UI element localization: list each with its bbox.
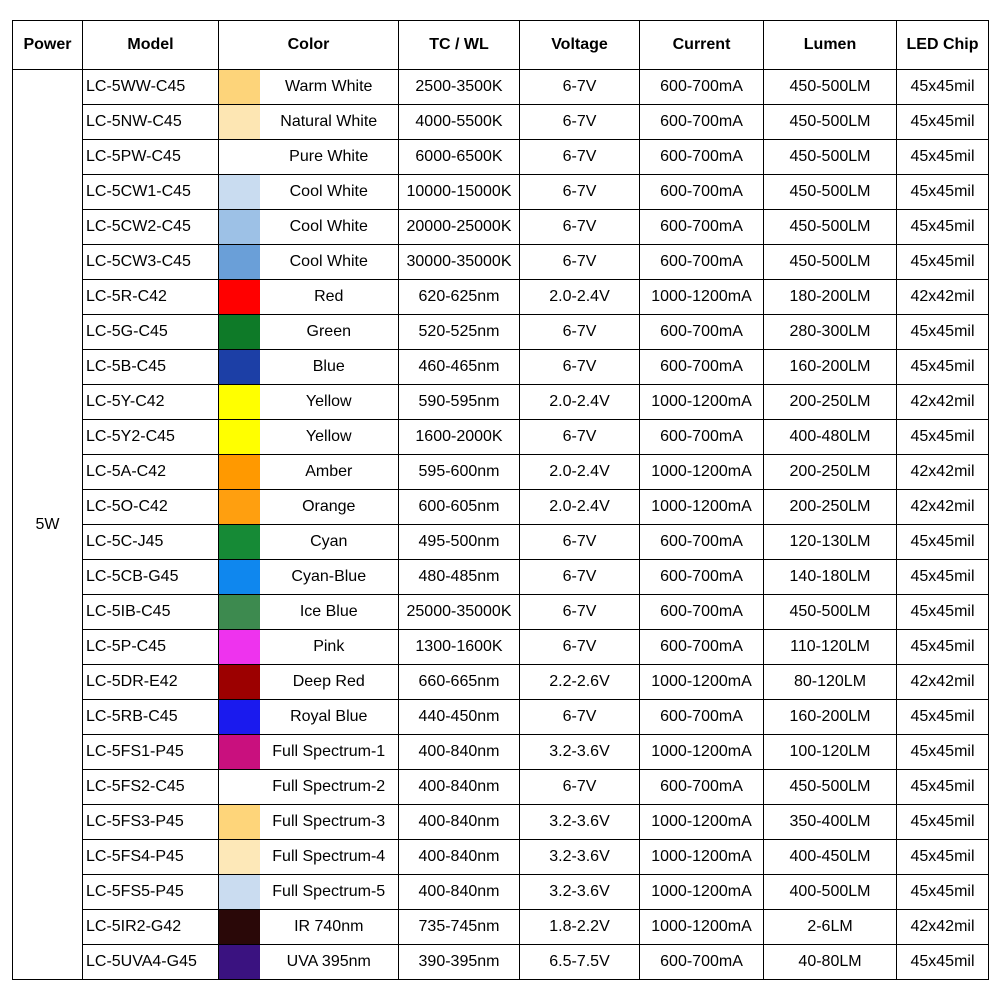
- table-row: [13, 420, 989, 455]
- voltage-cell: 6-7V: [520, 420, 640, 455]
- tc-wl-cell: 480-485nm: [399, 560, 520, 595]
- current-cell: 600-700mA: [640, 595, 764, 630]
- led-chip-cell: 45x45mil: [897, 175, 989, 210]
- tc-wl-cell: 440-450nm: [399, 700, 520, 735]
- model-cell: LC-5R-C42: [83, 280, 219, 315]
- current-cell: 1000-1200mA: [640, 875, 764, 910]
- lumen-cell: 400-450LM: [764, 840, 897, 875]
- voltage-cell: 6-7V: [520, 210, 640, 245]
- color-name-cell: Full Spectrum-3: [260, 805, 399, 840]
- led-chip-cell: 45x45mil: [897, 560, 989, 595]
- table-row: [13, 875, 989, 910]
- tc-wl-cell: 1600-2000K: [399, 420, 520, 455]
- voltage-cell: 3.2-3.6V: [520, 875, 640, 910]
- voltage-cell: 6.5-7.5V: [520, 945, 640, 980]
- voltage-cell: 2.0-2.4V: [520, 385, 640, 420]
- color-swatch: [219, 945, 260, 980]
- lumen-cell: 120-130LM: [764, 525, 897, 560]
- color-name-cell: Green: [260, 315, 399, 350]
- color-name-cell: Red: [260, 280, 399, 315]
- voltage-cell: 2.0-2.4V: [520, 455, 640, 490]
- tc-wl-cell: 1300-1600K: [399, 630, 520, 665]
- voltage-cell: 6-7V: [520, 630, 640, 665]
- color-swatch: [219, 805, 260, 840]
- color-name-cell: Yellow: [260, 385, 399, 420]
- model-cell: LC-5CB-G45: [83, 560, 219, 595]
- tc-wl-cell: 595-600nm: [399, 455, 520, 490]
- tc-wl-cell: 520-525nm: [399, 315, 520, 350]
- current-cell: 600-700mA: [640, 420, 764, 455]
- led-chip-cell: 45x45mil: [897, 525, 989, 560]
- led-chip-cell: 45x45mil: [897, 420, 989, 455]
- color-swatch-fill: [219, 350, 260, 384]
- voltage-cell: 2.2-2.6V: [520, 665, 640, 700]
- model-cell: LC-5A-C42: [83, 455, 219, 490]
- color-name-cell: Deep Red: [260, 665, 399, 700]
- tc-wl-cell: 6000-6500K: [399, 140, 520, 175]
- model-cell: LC-5FS1-P45: [83, 735, 219, 770]
- model-cell: LC-5B-C45: [83, 350, 219, 385]
- lumen-cell: 350-400LM: [764, 805, 897, 840]
- lumen-cell: 200-250LM: [764, 455, 897, 490]
- tc-wl-cell: 10000-15000K: [399, 175, 520, 210]
- table-row: [13, 210, 989, 245]
- table-row: [13, 280, 989, 315]
- model-cell: LC-5C-J45: [83, 525, 219, 560]
- tc-wl-cell: 400-840nm: [399, 840, 520, 875]
- voltage-cell: 6-7V: [520, 350, 640, 385]
- color-swatch-fill: [219, 735, 260, 769]
- color-swatch: [219, 315, 260, 350]
- led-chip-cell: 45x45mil: [897, 140, 989, 175]
- lumen-cell: 450-500LM: [764, 70, 897, 105]
- color-swatch: [219, 560, 260, 595]
- color-swatch: [219, 245, 260, 280]
- color-swatch-fill: [219, 280, 260, 314]
- table-row: [13, 595, 989, 630]
- header-tc-wl: TC / WL: [399, 21, 520, 70]
- lumen-cell: 110-120LM: [764, 630, 897, 665]
- color-name-cell: Natural White: [260, 105, 399, 140]
- color-name-cell: Cyan: [260, 525, 399, 560]
- voltage-cell: 6-7V: [520, 315, 640, 350]
- color-swatch-fill: [219, 525, 260, 559]
- current-cell: 600-700mA: [640, 245, 764, 280]
- header-row: [13, 21, 989, 70]
- current-cell: 600-700mA: [640, 315, 764, 350]
- color-name-cell: Full Spectrum-4: [260, 840, 399, 875]
- voltage-cell: 6-7V: [520, 245, 640, 280]
- current-cell: 1000-1200mA: [640, 280, 764, 315]
- current-cell: 600-700mA: [640, 210, 764, 245]
- current-cell: 600-700mA: [640, 105, 764, 140]
- color-swatch-fill: [219, 420, 260, 454]
- lumen-cell: 450-500LM: [764, 595, 897, 630]
- color-swatch-fill: [219, 770, 260, 804]
- color-swatch-fill: [219, 455, 260, 489]
- table-row: [13, 70, 989, 105]
- header-voltage: Voltage: [520, 21, 640, 70]
- color-swatch: [219, 280, 260, 315]
- color-swatch: [219, 665, 260, 700]
- model-cell: LC-5P-C45: [83, 630, 219, 665]
- lumen-cell: 450-500LM: [764, 175, 897, 210]
- lumen-cell: 280-300LM: [764, 315, 897, 350]
- current-cell: 600-700mA: [640, 140, 764, 175]
- color-name-cell: Full Spectrum-2: [260, 770, 399, 805]
- tc-wl-cell: 400-840nm: [399, 805, 520, 840]
- tc-wl-cell: 590-595nm: [399, 385, 520, 420]
- model-cell: LC-5PW-C45: [83, 140, 219, 175]
- lumen-cell: 400-480LM: [764, 420, 897, 455]
- color-swatch-fill: [219, 175, 260, 209]
- led-chip-cell: 45x45mil: [897, 70, 989, 105]
- tc-wl-cell: 390-395nm: [399, 945, 520, 980]
- color-swatch-fill: [219, 805, 260, 839]
- color-swatch: [219, 595, 260, 630]
- led-chip-cell: 45x45mil: [897, 770, 989, 805]
- lumen-cell: 200-250LM: [764, 490, 897, 525]
- color-name-cell: Cool White: [260, 175, 399, 210]
- table-row: [13, 175, 989, 210]
- color-name-cell: Yellow: [260, 420, 399, 455]
- voltage-cell: 3.2-3.6V: [520, 840, 640, 875]
- color-swatch-fill: [219, 595, 260, 629]
- color-swatch-fill: [219, 910, 260, 944]
- voltage-cell: 6-7V: [520, 700, 640, 735]
- lumen-cell: 160-200LM: [764, 350, 897, 385]
- table-row: [13, 560, 989, 595]
- current-cell: 1000-1200mA: [640, 735, 764, 770]
- current-cell: 600-700mA: [640, 770, 764, 805]
- table-row: [13, 630, 989, 665]
- color-swatch-fill: [219, 840, 260, 874]
- led-chip-cell: 45x45mil: [897, 350, 989, 385]
- color-name-cell: Full Spectrum-1: [260, 735, 399, 770]
- lumen-cell: 2-6LM: [764, 910, 897, 945]
- table-row: [13, 665, 989, 700]
- color-name-cell: Pink: [260, 630, 399, 665]
- color-swatch: [219, 525, 260, 560]
- model-cell: LC-5WW-C45: [83, 70, 219, 105]
- lumen-cell: 80-120LM: [764, 665, 897, 700]
- voltage-cell: 6-7V: [520, 770, 640, 805]
- color-swatch: [219, 875, 260, 910]
- tc-wl-cell: 400-840nm: [399, 770, 520, 805]
- color-swatch-fill: [219, 315, 260, 349]
- led-chip-cell: 45x45mil: [897, 245, 989, 280]
- current-cell: 600-700mA: [640, 560, 764, 595]
- current-cell: 1000-1200mA: [640, 455, 764, 490]
- voltage-cell: 6-7V: [520, 175, 640, 210]
- color-name-cell: Full Spectrum-5: [260, 875, 399, 910]
- tc-wl-cell: 400-840nm: [399, 875, 520, 910]
- table-row: [13, 805, 989, 840]
- led-chip-cell: 45x45mil: [897, 805, 989, 840]
- color-swatch-fill: [219, 245, 260, 279]
- power-cell: 5W: [13, 70, 83, 980]
- table-row: [13, 700, 989, 735]
- color-name-cell: Amber: [260, 455, 399, 490]
- model-cell: LC-5O-C42: [83, 490, 219, 525]
- model-cell: LC-5CW1-C45: [83, 175, 219, 210]
- tc-wl-cell: 495-500nm: [399, 525, 520, 560]
- voltage-cell: 6-7V: [520, 140, 640, 175]
- lumen-cell: 450-500LM: [764, 770, 897, 805]
- color-swatch: [219, 910, 260, 945]
- voltage-cell: 6-7V: [520, 70, 640, 105]
- color-swatch-fill: [219, 70, 260, 104]
- tc-wl-cell: 460-465nm: [399, 350, 520, 385]
- color-swatch: [219, 175, 260, 210]
- lumen-cell: 200-250LM: [764, 385, 897, 420]
- color-swatch: [219, 420, 260, 455]
- model-cell: LC-5Y2-C45: [83, 420, 219, 455]
- lumen-cell: 160-200LM: [764, 700, 897, 735]
- led-chip-cell: 45x45mil: [897, 735, 989, 770]
- color-swatch-fill: [219, 105, 260, 139]
- voltage-cell: 6-7V: [520, 525, 640, 560]
- model-cell: LC-5FS4-P45: [83, 840, 219, 875]
- voltage-cell: 2.0-2.4V: [520, 280, 640, 315]
- table-row: [13, 350, 989, 385]
- led-chip-cell: 45x45mil: [897, 945, 989, 980]
- table-row: [13, 385, 989, 420]
- color-swatch-fill: [219, 665, 260, 699]
- color-swatch: [219, 700, 260, 735]
- tc-wl-cell: 25000-35000K: [399, 595, 520, 630]
- table-row: [13, 840, 989, 875]
- table-row: [13, 770, 989, 805]
- color-name-cell: Warm White: [260, 70, 399, 105]
- model-cell: LC-5CW2-C45: [83, 210, 219, 245]
- current-cell: 600-700mA: [640, 700, 764, 735]
- color-swatch: [219, 140, 260, 175]
- color-swatch: [219, 770, 260, 805]
- voltage-cell: 6-7V: [520, 560, 640, 595]
- voltage-cell: 1.8-2.2V: [520, 910, 640, 945]
- led-chip-cell: 42x42mil: [897, 910, 989, 945]
- current-cell: 600-700mA: [640, 945, 764, 980]
- header-color: Color: [219, 21, 399, 70]
- tc-wl-cell: 400-840nm: [399, 735, 520, 770]
- model-cell: LC-5IB-C45: [83, 595, 219, 630]
- current-cell: 600-700mA: [640, 350, 764, 385]
- led-chip-cell: 42x42mil: [897, 280, 989, 315]
- color-swatch-fill: [219, 490, 260, 524]
- color-swatch: [219, 385, 260, 420]
- color-name-cell: Blue: [260, 350, 399, 385]
- led-chip-cell: 45x45mil: [897, 630, 989, 665]
- tc-wl-cell: 30000-35000K: [399, 245, 520, 280]
- model-cell: LC-5FS5-P45: [83, 875, 219, 910]
- color-swatch: [219, 840, 260, 875]
- header-current: Current: [640, 21, 764, 70]
- color-swatch-fill: [219, 875, 260, 909]
- color-swatch: [219, 210, 260, 245]
- model-cell: LC-5NW-C45: [83, 105, 219, 140]
- led-chip-cell: 45x45mil: [897, 210, 989, 245]
- color-swatch-fill: [219, 700, 260, 734]
- tc-wl-cell: 735-745nm: [399, 910, 520, 945]
- color-swatch: [219, 455, 260, 490]
- table-row: [13, 910, 989, 945]
- led-chip-cell: 42x42mil: [897, 665, 989, 700]
- current-cell: 1000-1200mA: [640, 910, 764, 945]
- voltage-cell: 3.2-3.6V: [520, 735, 640, 770]
- color-swatch: [219, 70, 260, 105]
- color-name-cell: Cyan-Blue: [260, 560, 399, 595]
- tc-wl-cell: 660-665nm: [399, 665, 520, 700]
- model-cell: LC-5CW3-C45: [83, 245, 219, 280]
- current-cell: 600-700mA: [640, 70, 764, 105]
- led-chip-cell: 45x45mil: [897, 595, 989, 630]
- color-name-cell: IR 740nm: [260, 910, 399, 945]
- tc-wl-cell: 20000-25000K: [399, 210, 520, 245]
- color-name-cell: Royal Blue: [260, 700, 399, 735]
- tc-wl-cell: 4000-5500K: [399, 105, 520, 140]
- voltage-cell: 2.0-2.4V: [520, 490, 640, 525]
- led-chip-cell: 42x42mil: [897, 455, 989, 490]
- led-chip-cell: 42x42mil: [897, 385, 989, 420]
- color-name-cell: Cool White: [260, 210, 399, 245]
- table-row: [13, 315, 989, 350]
- tc-wl-cell: 2500-3500K: [399, 70, 520, 105]
- table-row: [13, 490, 989, 525]
- lumen-cell: 450-500LM: [764, 210, 897, 245]
- model-cell: LC-5FS3-P45: [83, 805, 219, 840]
- header-model: Model: [83, 21, 219, 70]
- led-chip-cell: 45x45mil: [897, 875, 989, 910]
- table-row: [13, 455, 989, 490]
- lumen-cell: 450-500LM: [764, 105, 897, 140]
- color-swatch-fill: [219, 140, 260, 174]
- header-led-chip: LED Chip: [897, 21, 989, 70]
- current-cell: 1000-1200mA: [640, 665, 764, 700]
- current-cell: 1000-1200mA: [640, 805, 764, 840]
- color-name-cell: Pure White: [260, 140, 399, 175]
- current-cell: 600-700mA: [640, 175, 764, 210]
- model-cell: LC-5Y-C42: [83, 385, 219, 420]
- tc-wl-cell: 620-625nm: [399, 280, 520, 315]
- voltage-cell: 6-7V: [520, 105, 640, 140]
- lumen-cell: 400-500LM: [764, 875, 897, 910]
- led-chip-cell: 45x45mil: [897, 700, 989, 735]
- model-cell: LC-5FS2-C45: [83, 770, 219, 805]
- header-lumen: Lumen: [764, 21, 897, 70]
- model-cell: LC-5IR2-G42: [83, 910, 219, 945]
- table-row: [13, 140, 989, 175]
- table-row: [13, 735, 989, 770]
- color-name-cell: Cool White: [260, 245, 399, 280]
- lumen-cell: 180-200LM: [764, 280, 897, 315]
- table-row: [13, 105, 989, 140]
- current-cell: 600-700mA: [640, 525, 764, 560]
- led-chip-cell: 45x45mil: [897, 840, 989, 875]
- color-swatch: [219, 350, 260, 385]
- model-cell: LC-5RB-C45: [83, 700, 219, 735]
- color-swatch: [219, 735, 260, 770]
- led-spec-table: [12, 20, 989, 980]
- current-cell: 1000-1200mA: [640, 490, 764, 525]
- color-swatch-fill: [219, 560, 260, 594]
- color-swatch-fill: [219, 945, 260, 979]
- color-swatch: [219, 105, 260, 140]
- current-cell: 600-700mA: [640, 630, 764, 665]
- led-chip-cell: 42x42mil: [897, 490, 989, 525]
- lumen-cell: 40-80LM: [764, 945, 897, 980]
- color-swatch: [219, 490, 260, 525]
- color-name-cell: Orange: [260, 490, 399, 525]
- color-swatch-fill: [219, 630, 260, 664]
- color-swatch-fill: [219, 385, 260, 419]
- lumen-cell: 100-120LM: [764, 735, 897, 770]
- header-power: Power: [13, 21, 83, 70]
- led-chip-cell: 45x45mil: [897, 105, 989, 140]
- lumen-cell: 450-500LM: [764, 245, 897, 280]
- current-cell: 1000-1200mA: [640, 840, 764, 875]
- lumen-cell: 450-500LM: [764, 140, 897, 175]
- table-row: [13, 245, 989, 280]
- table-row: [13, 525, 989, 560]
- model-cell: LC-5UVA4-G45: [83, 945, 219, 980]
- model-cell: LC-5DR-E42: [83, 665, 219, 700]
- color-name-cell: UVA 395nm: [260, 945, 399, 980]
- color-swatch-fill: [219, 210, 260, 244]
- voltage-cell: 6-7V: [520, 595, 640, 630]
- model-cell: LC-5G-C45: [83, 315, 219, 350]
- lumen-cell: 140-180LM: [764, 560, 897, 595]
- tc-wl-cell: 600-605nm: [399, 490, 520, 525]
- color-name-cell: Ice Blue: [260, 595, 399, 630]
- table-row: [13, 945, 989, 980]
- current-cell: 1000-1200mA: [640, 385, 764, 420]
- color-swatch: [219, 630, 260, 665]
- led-chip-cell: 45x45mil: [897, 315, 989, 350]
- voltage-cell: 3.2-3.6V: [520, 805, 640, 840]
